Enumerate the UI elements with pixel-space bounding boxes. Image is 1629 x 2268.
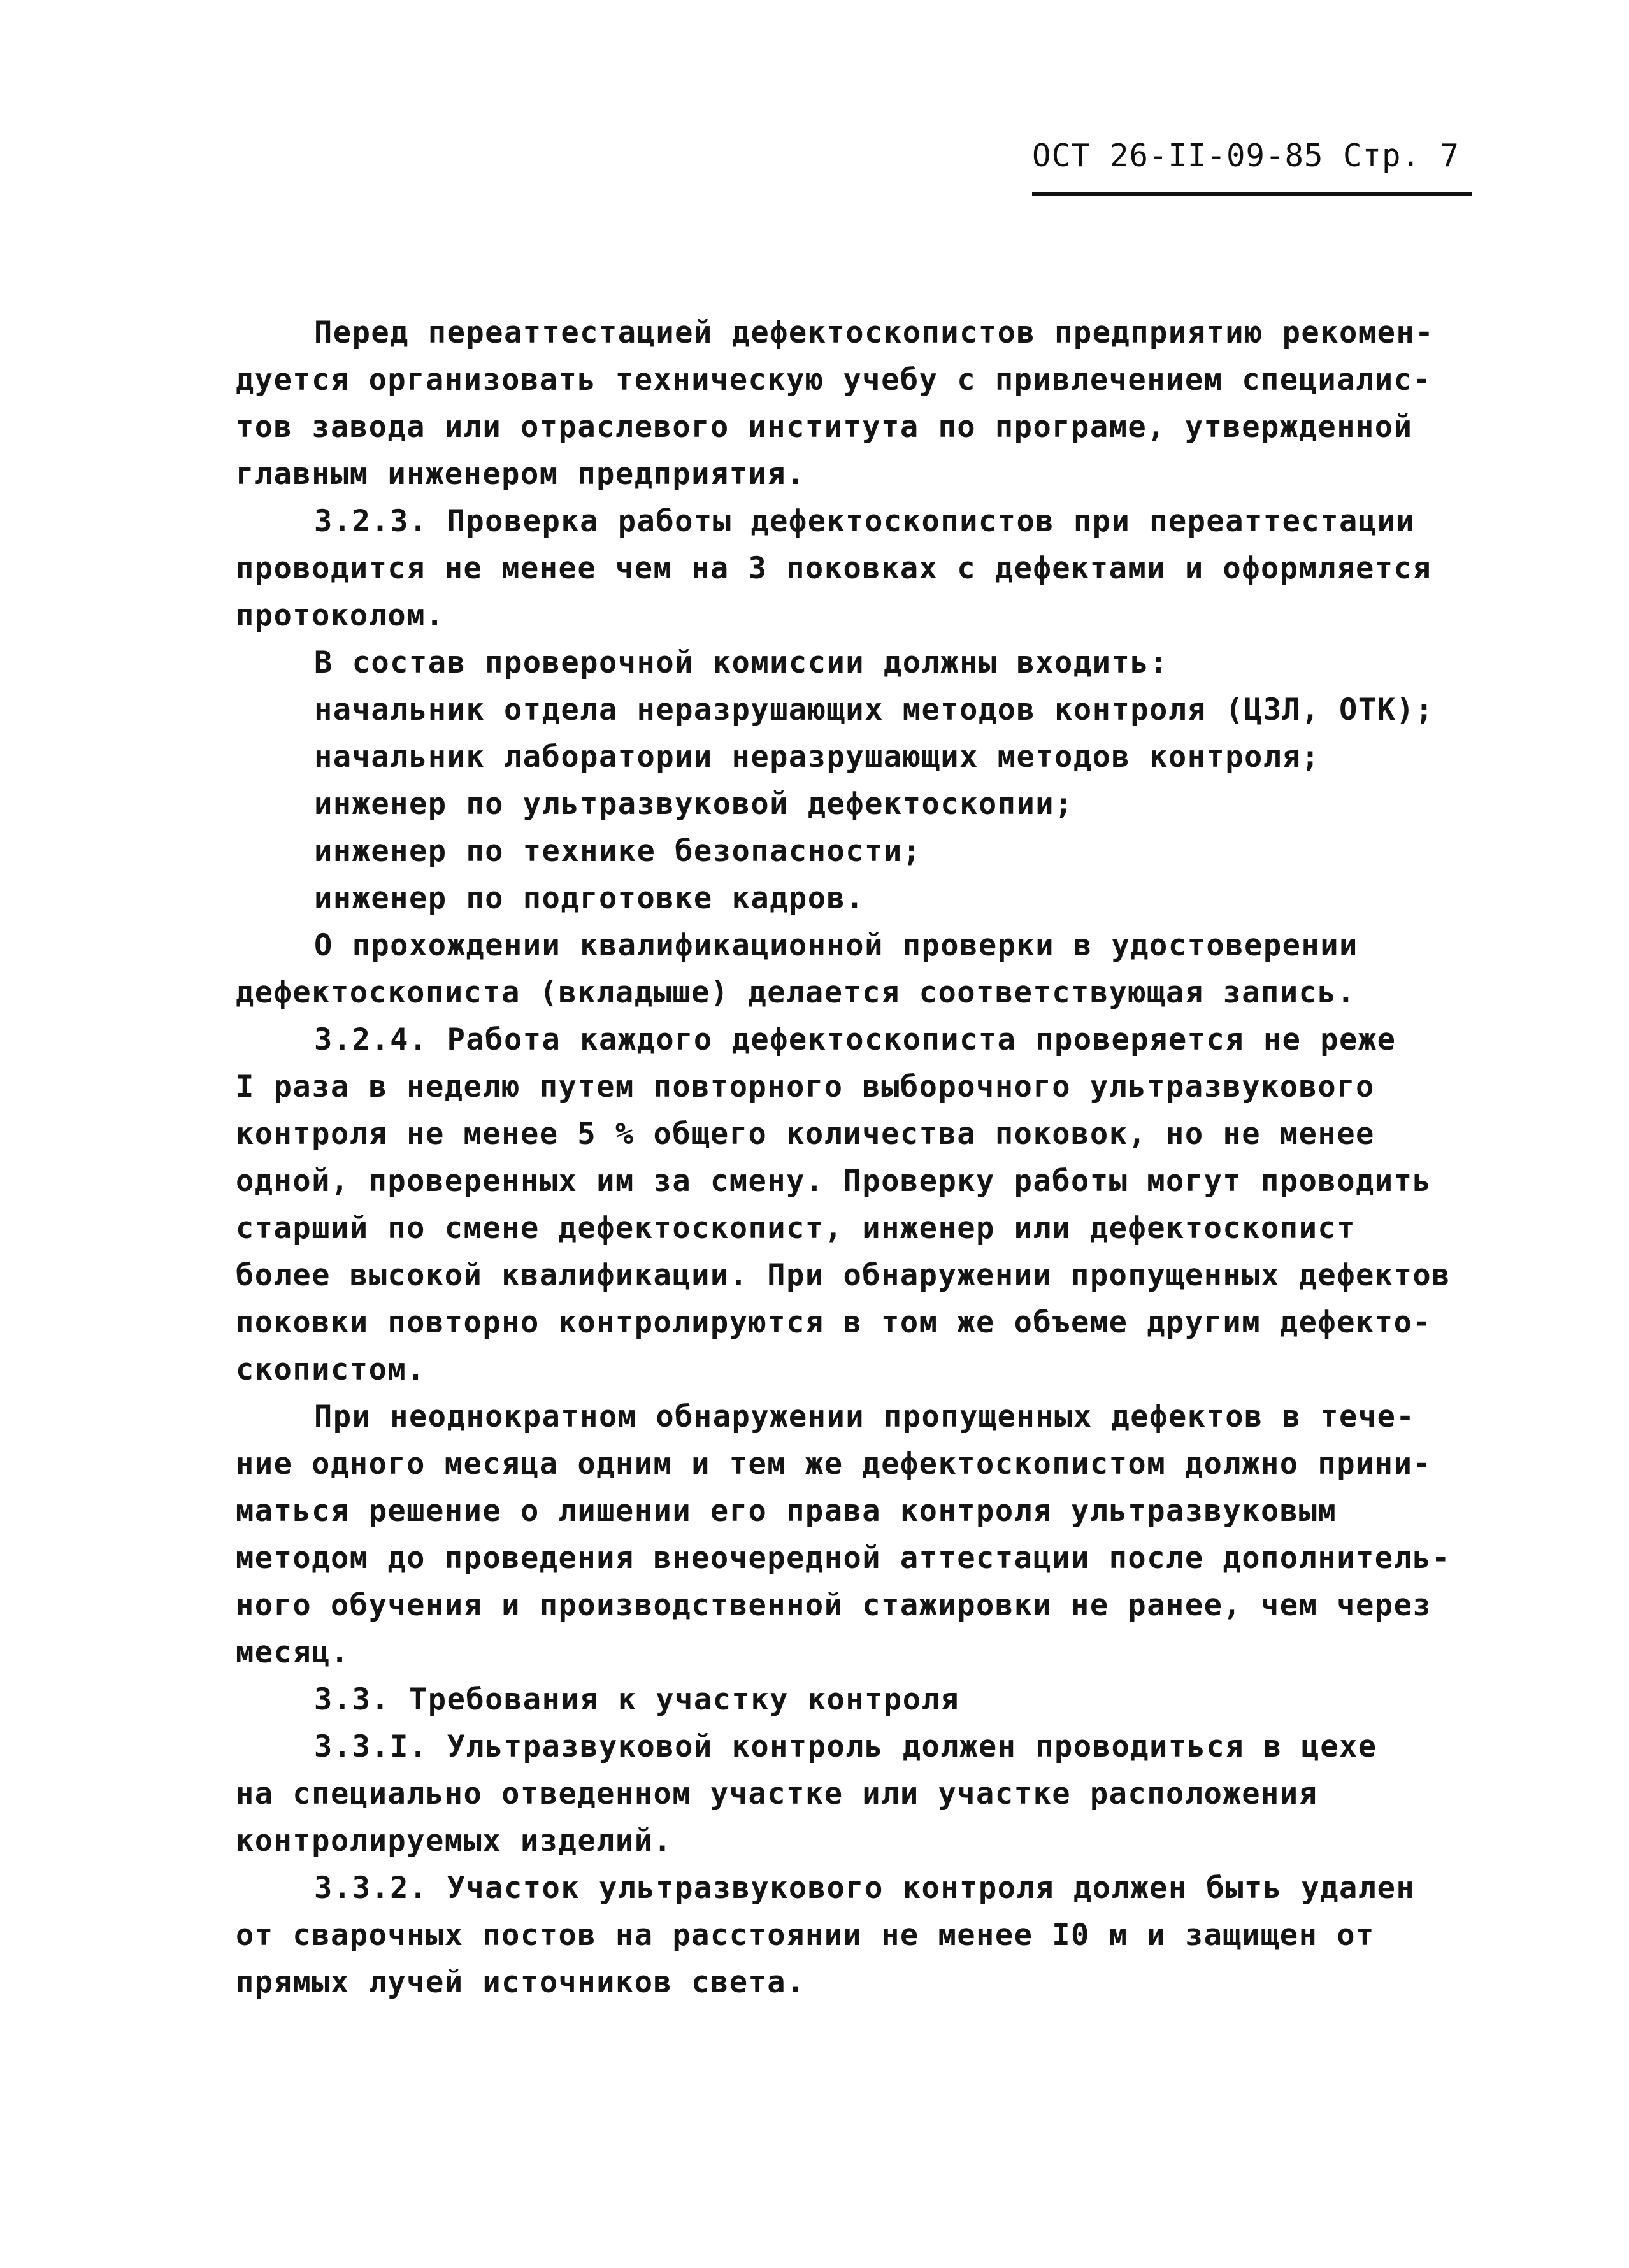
text-line: от сварочных постов на расстоянии не менее I0 м и защищен от xyxy=(236,1918,1375,1953)
text-line: 3.3.2. Участок ультразвукового контроля должен быть удален xyxy=(314,1871,1416,1906)
text-line: одной, проверенных им за смену. Проверку работы могут проводить xyxy=(236,1164,1432,1199)
text-line: При неоднократном обнаружении пропущенных дефектов в тече- xyxy=(314,1399,1416,1434)
text-line: прямых лучей источников света. xyxy=(236,1965,805,2000)
text-line: начальник лаборатории неразрушающих методов контроля; xyxy=(314,739,1321,774)
page-header xyxy=(1032,134,1472,204)
text-line: поковки повторно контролируются в том же объеме другим дефекто- xyxy=(236,1305,1432,1340)
text-line: более высокой квалификации. При обнаружении пропущенных дефектов xyxy=(236,1258,1451,1293)
text-line: инженер по ультразвуковой дефектоскопии; xyxy=(314,787,1073,822)
text-line: Перед переаттестацией дефектоскопистов предприятию рекомен- xyxy=(314,315,1434,350)
text-line: 3.3.I. Ультразвуковой контроль должен проводиться в цехе xyxy=(314,1729,1377,1764)
text-line: главным инженером предприятия. xyxy=(236,457,805,492)
standard-page-header: ОСТ 26-II-09-85 Стр. 7 xyxy=(1032,138,1460,174)
text-line: 3.3. Требования к участку контроля xyxy=(314,1682,960,1717)
text-line: месяц. xyxy=(236,1635,350,1670)
text-line: контролируемых изделий. xyxy=(236,1823,673,1858)
text-line: старший по смене дефектоскопист, инженер или дефектоскопист xyxy=(236,1211,1356,1246)
text-line: дуется организовать техническую учебу с привлечением специалис- xyxy=(236,362,1432,397)
text-line: тов завода или отраслевого института по програме, утвержденной xyxy=(236,410,1413,445)
text-line: ние одного месяца одним и тем же дефектоскопистом должно прини- xyxy=(236,1446,1432,1481)
text-line: О прохождении квалификационной проверки в удостоверении xyxy=(314,928,1358,963)
text-line: начальник отдела неразрушающих методов контроля (ЦЗЛ, ОТК); xyxy=(314,692,1434,727)
text-line: 3.2.3. Проверка работы дефектоскопистов при переаттестации xyxy=(314,504,1416,539)
text-line: 3.2.4. Работа каждого дефектоскописта проверяется не реже xyxy=(314,1022,1396,1057)
text-line: на специально отведенном участке или участке расположения xyxy=(236,1776,1318,1811)
text-line: дефектоскописта (вкладыше) делается соответствующая запись. xyxy=(236,975,1356,1010)
text-line: скопистом. xyxy=(236,1352,426,1387)
text-line: инженер по технике безопасности; xyxy=(314,834,922,869)
header-underline xyxy=(1032,192,1472,196)
text-line: В состав проверочной комиссии должны входить: xyxy=(314,645,1168,680)
text-line: инженер по подготовке кадров. xyxy=(314,881,865,916)
text-line: протоколом. xyxy=(236,598,445,633)
text-line: методом до проведения внеочередной аттестации после дополнитель- xyxy=(236,1541,1451,1576)
text-line: ного обучения и производственной стажировки не ранее, чем через xyxy=(236,1588,1432,1623)
text-line: I раза в неделю путем повторного выборочного ультразвукового xyxy=(236,1069,1375,1104)
text-line: контроля не менее 5 % общего количества поковок, но не менее xyxy=(236,1116,1375,1152)
text-line: маться решение о лишении его права контроля ультразвуковым xyxy=(236,1494,1337,1529)
document-body xyxy=(236,310,1484,2006)
text-line: проводится не менее чем на 3 поковках с дефектами и оформляется xyxy=(236,551,1432,586)
